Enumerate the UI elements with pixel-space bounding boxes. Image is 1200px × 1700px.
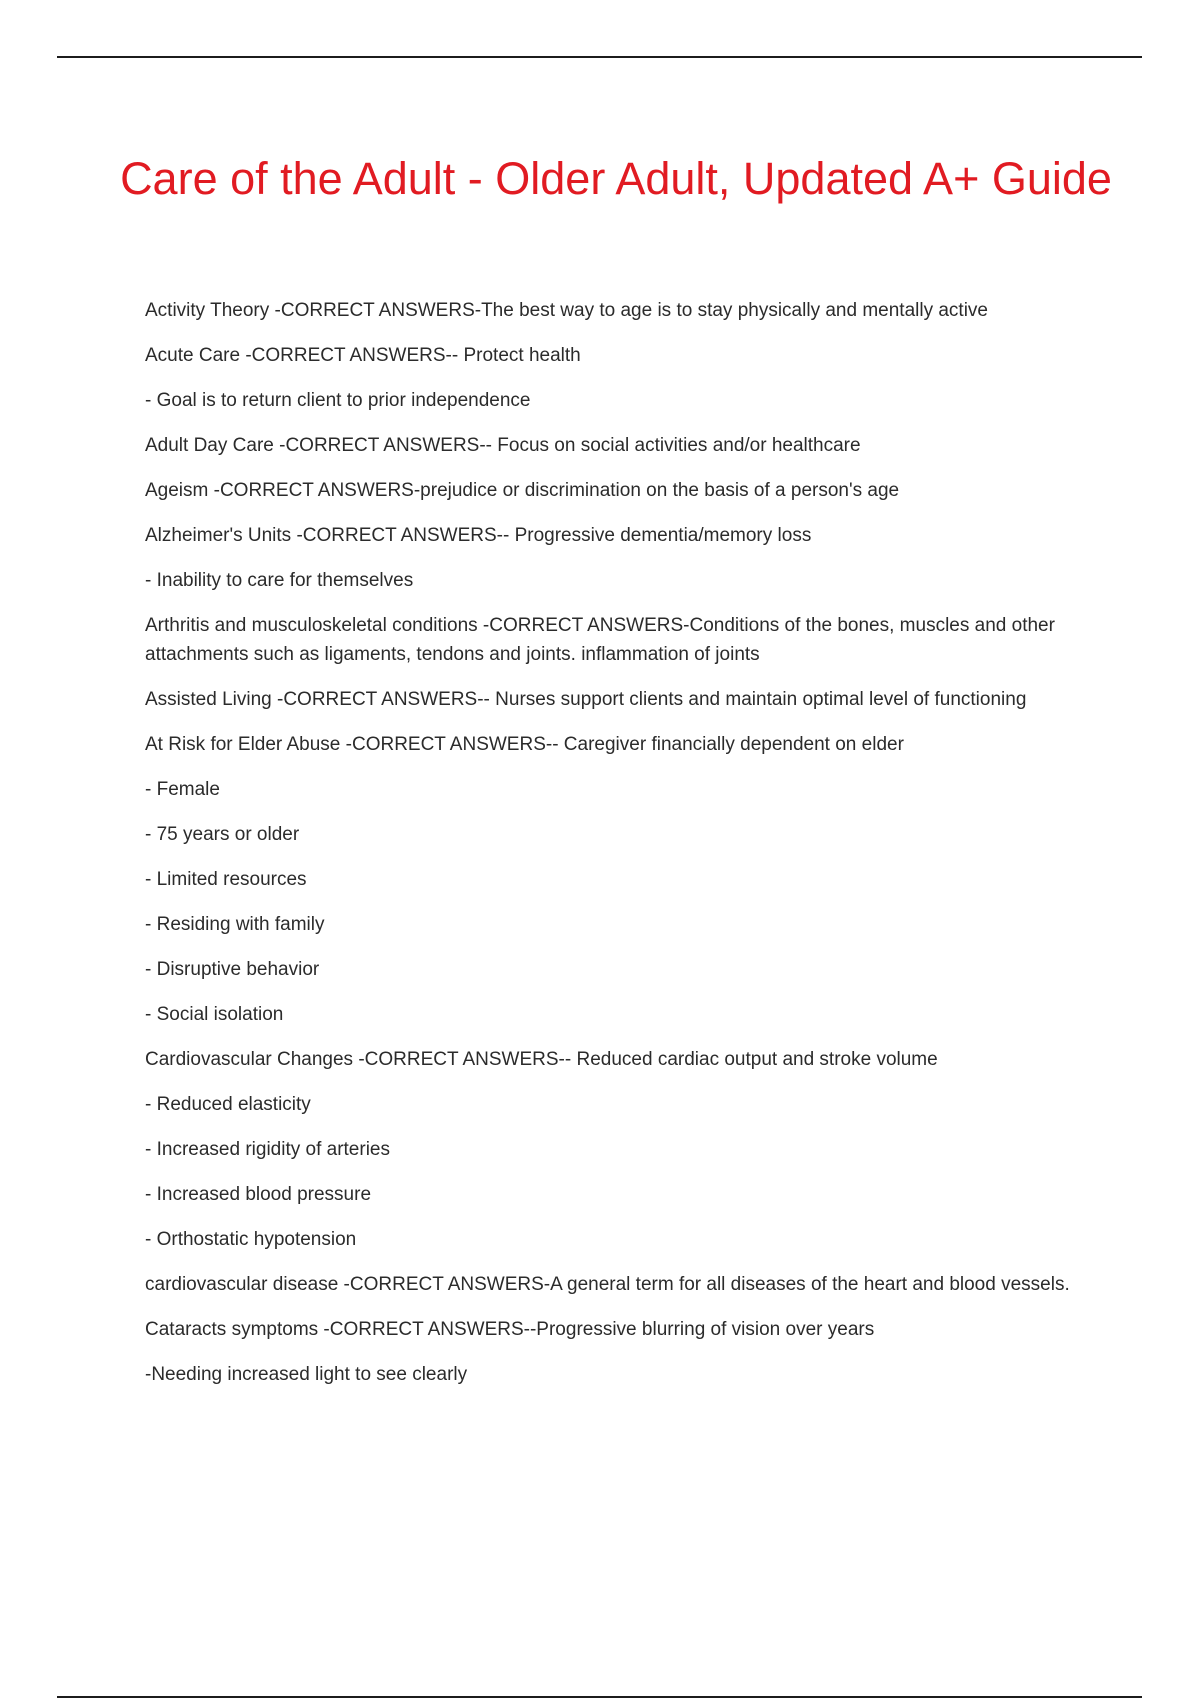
entry-line: Cataracts symptoms -CORRECT ANSWERS--Progressive blurring of vision over years	[145, 1319, 875, 1340]
entry-line: Arthritis and musculoskeletal conditions -CORRECT ANSWERS-Conditions of the bones, muscles and other attachments such as ligaments, tendons and joints. inflammation of joints	[145, 615, 1055, 665]
entry-line: Cardiovascular Changes -CORRECT ANSWERS-- Reduced cardiac output and stroke volume	[145, 1049, 938, 1070]
entry-line: Acute Care -CORRECT ANSWERS-- Protect health	[145, 345, 581, 366]
entry-line: - Inability to care for themselves	[145, 570, 414, 591]
bottom-rule	[57, 1696, 1142, 1698]
entry-line: Adult Day Care -CORRECT ANSWERS-- Focus on social activities and/or healthcare	[145, 435, 861, 456]
entry-line: - Increased blood pressure	[145, 1184, 372, 1205]
entry-line: - Social isolation	[145, 1004, 284, 1025]
entry-line: - Residing with family	[145, 914, 325, 935]
entry-line: - Goal is to return client to prior independence	[145, 390, 531, 411]
entry-line: - Female	[145, 779, 220, 800]
entry-line: - Disruptive behavior	[145, 959, 320, 980]
top-rule	[57, 56, 1142, 58]
document-title: Care of the Adult - Older Adult, Updated A+ Guide	[120, 153, 1112, 204]
entry-line: - Reduced elasticity	[145, 1094, 311, 1115]
entry-line: Alzheimer's Units -CORRECT ANSWERS-- Progressive dementia/memory loss	[145, 525, 812, 546]
entry-line: Activity Theory -CORRECT ANSWERS-The best way to age is to stay physically and mentally active	[145, 300, 988, 321]
entry-line: - Orthostatic hypotension	[145, 1229, 357, 1250]
entry-line: cardiovascular disease -CORRECT ANSWERS-A general term for all diseases of the heart and blood vessels.	[145, 1274, 1070, 1295]
entry-list	[145, 296, 1085, 1405]
entry-line: -Needing increased light to see clearly	[145, 1364, 468, 1385]
entry-line: - Limited resources	[145, 869, 307, 890]
entry-line: - Increased rigidity of arteries	[145, 1139, 390, 1160]
entry-line: Assisted Living -CORRECT ANSWERS-- Nurses support clients and maintain optimal level of functioning	[145, 689, 1027, 710]
entry-line: - 75 years or older	[145, 824, 300, 845]
entry-line: Ageism -CORRECT ANSWERS-prejudice or discrimination on the basis of a person's age	[145, 480, 900, 501]
entry-line: At Risk for Elder Abuse -CORRECT ANSWERS-- Caregiver financially dependent on elder	[145, 734, 904, 755]
